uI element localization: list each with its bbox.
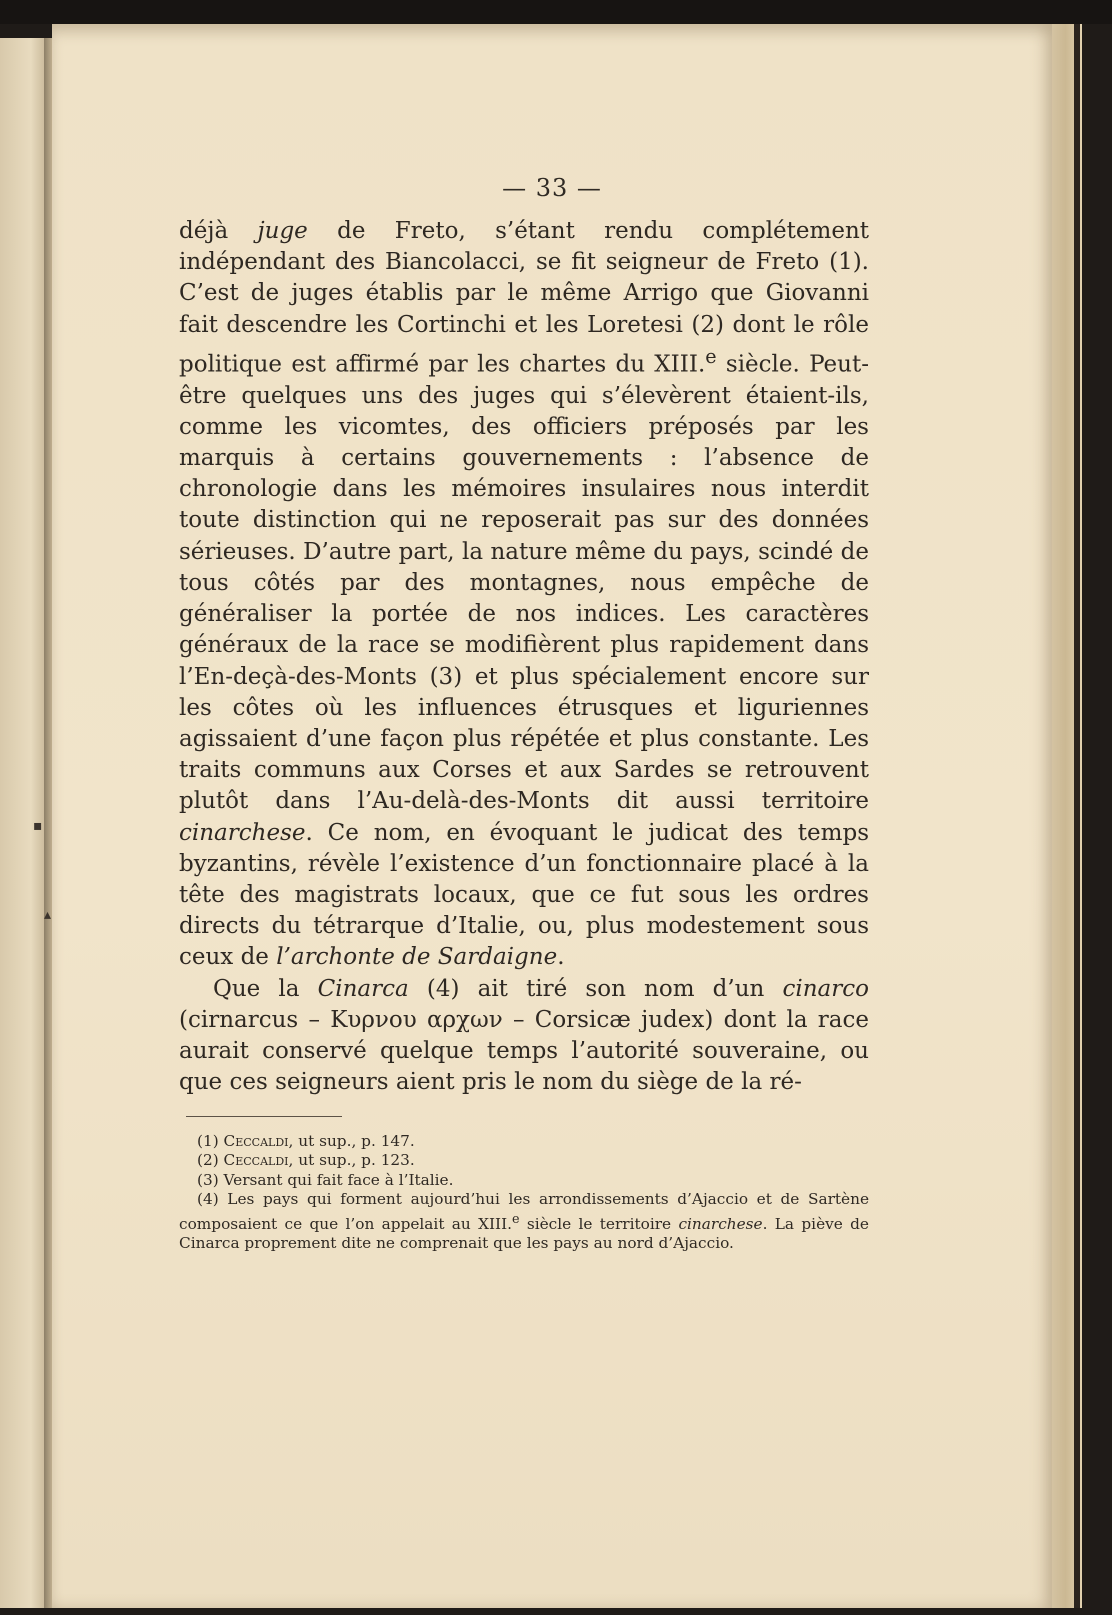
superscript: e — [511, 1211, 520, 1227]
italic-run: l’archonte de Sardaigne — [276, 944, 558, 971]
footnote-text: , ut sup., p. 147. — [288, 1132, 415, 1150]
text-run: . — [557, 944, 565, 971]
ink-speck: ▴ — [44, 907, 52, 923]
paragraph-2 — [179, 974, 869, 1099]
footnote-2 — [179, 1151, 869, 1170]
italic-run: cinarchese — [179, 819, 306, 846]
footnote-text: (4) Les pays qui forment aujourd’hui les arrondissements d’Ajaccio et de Sartène composaient ce que l’on appelait au XIII. — [179, 1190, 869, 1233]
author-name: Ceccaldi — [223, 1132, 289, 1150]
text-run: (4) ait tiré son nom d’un — [408, 975, 783, 1002]
text-run: siècle. Peut-être quelques uns des juges qui s’élevèrent étaient-ils, comme les vicomtes, des officiers préposés par les marquis à certains gouvernements : l’absence de chronologie dans les mémoires insulaires nous interdit toute distinction qui ne reposerait pas sur des données sérieuses. D’autre part, la nature même du pays, scindé de tous côtés par des montagnes, nous empêche de généraliser la portée de nos indices. Les caractères généraux de la race se modifièrent plus rapidement dans l’En-deçà-des-Monts (3) et plus spécialement encore sur les côtes où les influences étrusques et liguriennes agissaient d’une façon plus répétée et plus constante. Les traits communs aux Corses et aux Sardes se retrouvent plutôt dans l’Au-delà-des-Monts dit aussi territoire — [179, 351, 869, 815]
book-gutter — [44, 38, 52, 1608]
page-number: — 33 — — [502, 174, 602, 202]
footnote-text: , ut sup., p. 123. — [288, 1151, 415, 1170]
author-name: Ceccaldi — [223, 1151, 289, 1170]
footnote-text: siècle le territoire — [519, 1214, 679, 1233]
italic-run: cinarchese — [678, 1214, 763, 1233]
text-run: de Freto, s’étant rendu complétement indépendant des Biancolacci, se fit seigneur de Freto (1). C’est de juges établis par le même Arrigo que Giovanni fait descendre les Cortinchi et les Loretesi (2) dont le rôle politique est affirmé par les chartes du XIII. — [179, 218, 869, 378]
footnote-1 — [179, 1132, 869, 1151]
main-text — [179, 216, 869, 1098]
paragraph-1 — [179, 216, 869, 974]
italic-run: cinarco — [782, 975, 869, 1002]
footnote-separator — [186, 1116, 342, 1117]
italic-run: juge — [257, 218, 308, 244]
text-run: déjà — [179, 218, 258, 244]
book-page — [52, 24, 1052, 1608]
footnote-number: (2) — [197, 1151, 224, 1170]
italic-run: Cinarca — [317, 975, 409, 1002]
page-stack-edge — [1052, 24, 1082, 1608]
ink-speck: ▪ — [33, 818, 43, 834]
scan-top-border — [0, 0, 1112, 24]
text-run: . Ce nom, en évoquant le judicat des temps byzantins, révèle l’existence d’un fonctionnaire placé à la tête des magistrats locaux, que ce fut sous les ordres directs du tétrarque d’Italie, ou, plus modestement sous ceux de — [179, 819, 869, 971]
footnote-number: (1) — [197, 1132, 224, 1150]
footnote-text: . La piève de Cinarca proprement dite ne comprenait que les pays au nord d’Ajaccio. — [179, 1214, 869, 1253]
footnote-3: (3) Versant qui fait face à l’Italie. — [197, 1170, 454, 1189]
text-run: (cirnarcus – Κυρνου αρχων – Corsicæ judex) dont la race aurait conservé quelque temps l’autorité souveraine, ou que ces seigneurs aient pris le nom du siège de la ré- — [179, 1006, 869, 1096]
footnote-4 — [179, 1190, 869, 1253]
superscript: e — [705, 344, 717, 368]
footnotes — [179, 1132, 869, 1254]
text-run: Que la — [213, 975, 318, 1002]
